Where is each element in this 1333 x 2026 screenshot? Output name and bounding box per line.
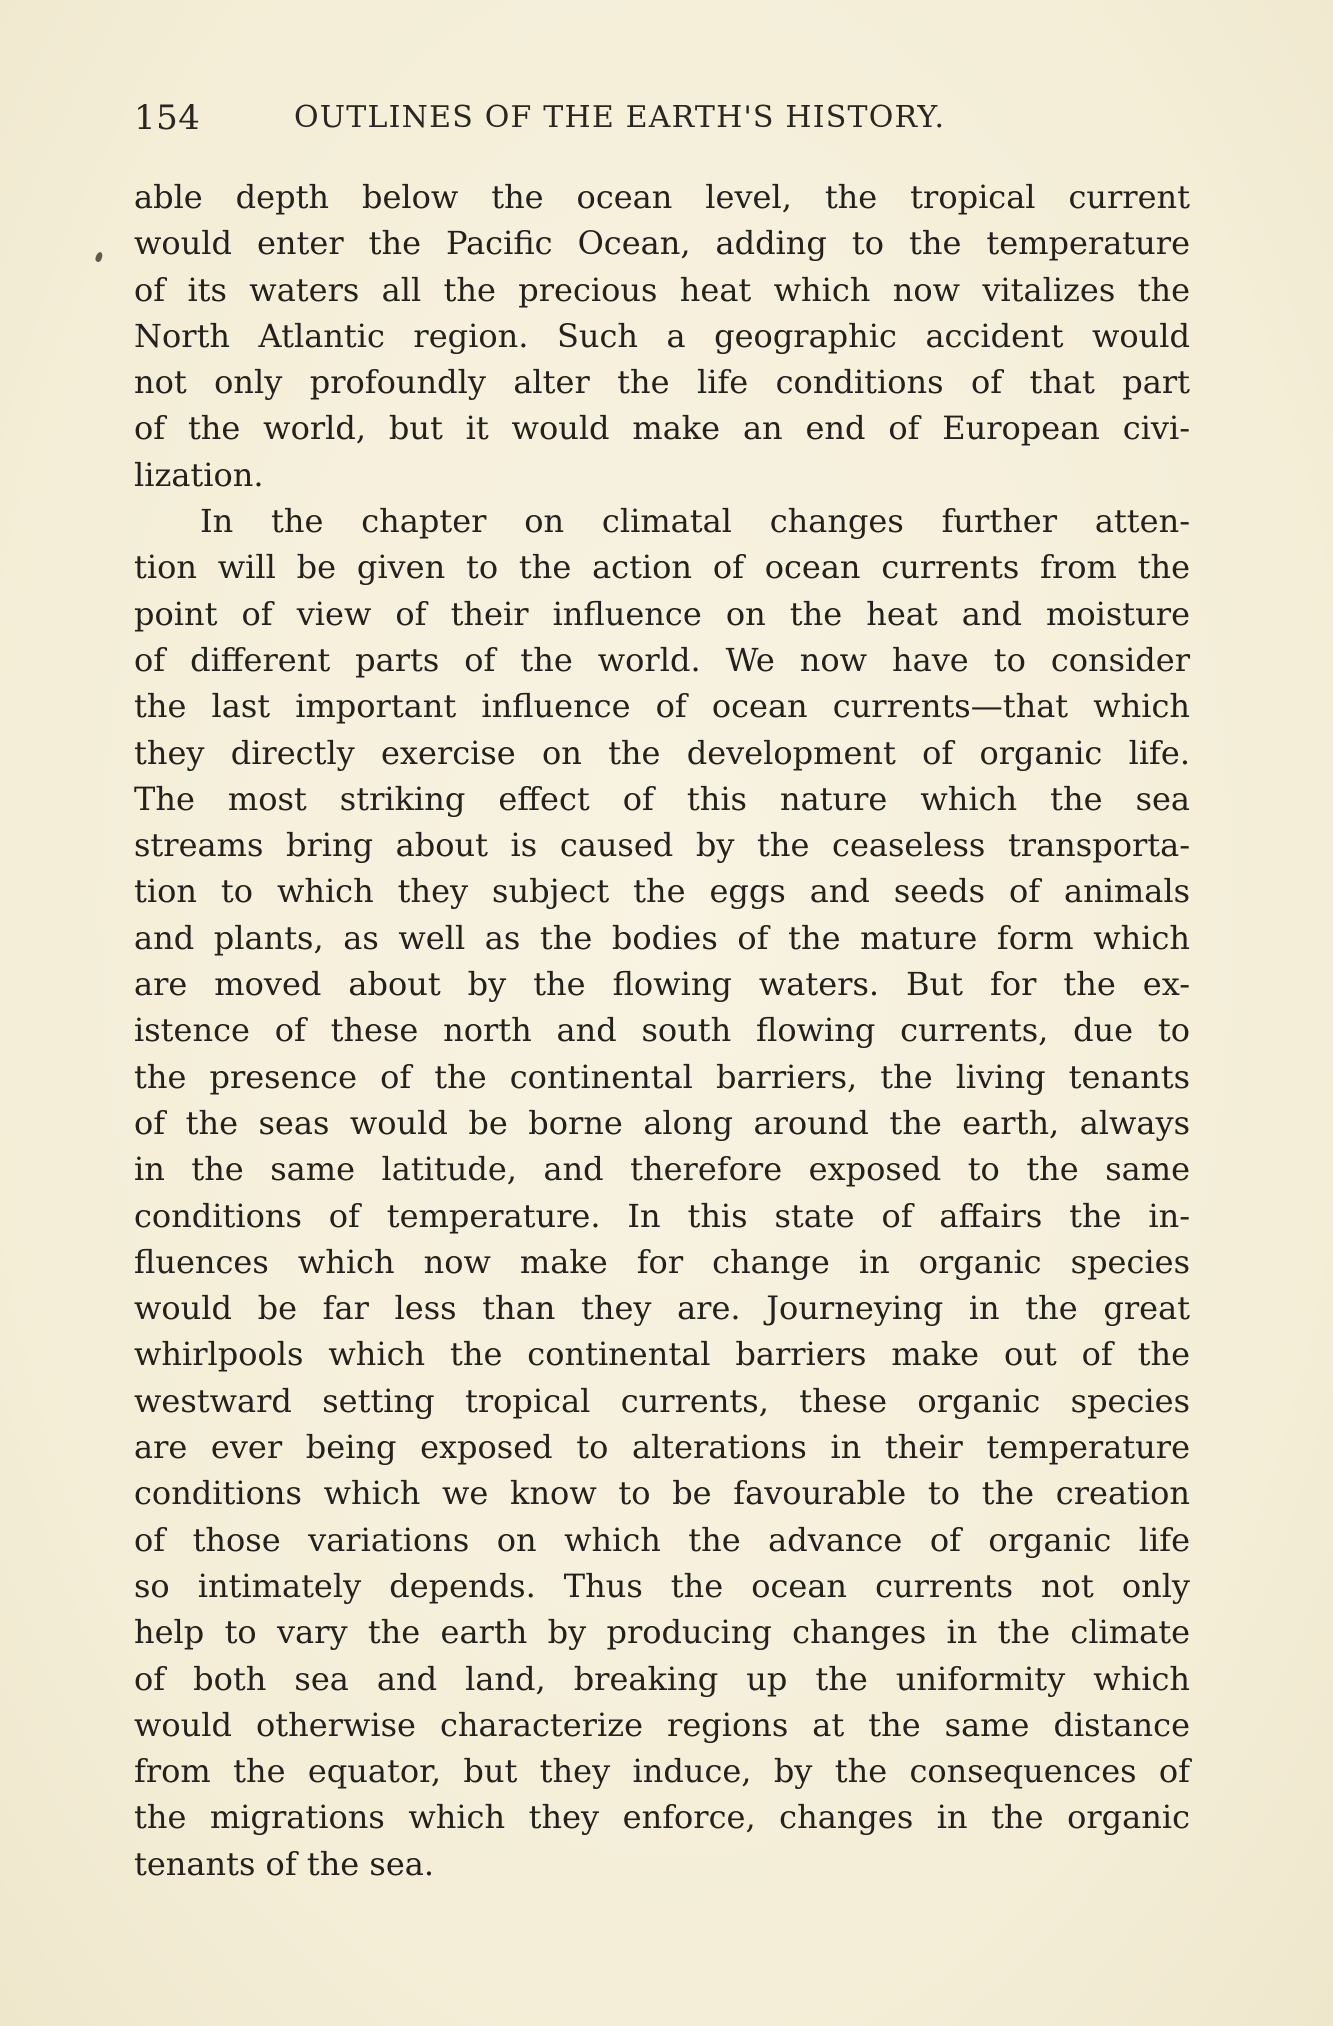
text-line: of both sea and land, breaking up the uniformity which — [134, 1659, 1190, 1698]
text-line: tion to which they subject the eggs and seeds of animals — [134, 872, 1190, 911]
page-header — [134, 96, 1194, 146]
text-line: The most striking effect of this nature which the sea — [134, 779, 1190, 818]
text-line: are ever being exposed to alterations in their temperature — [134, 1428, 1190, 1467]
text-line: the migrations which they enforce, changes in the organic — [134, 1798, 1190, 1837]
text-line: in the same latitude, and therefore exposed to the same — [134, 1150, 1190, 1189]
text-line: lization. — [134, 455, 264, 494]
text-line: are moved about by the flowing waters. But for the ex- — [134, 965, 1190, 1004]
text-line: westward setting tropical currents, these organic species — [134, 1381, 1190, 1420]
paragraph-2 — [134, 498, 1190, 1887]
text-line: tion will be given to the action of ocean currents from the — [134, 548, 1190, 587]
text-line: of the world, but it would make an end of European civi- — [134, 409, 1190, 448]
text-line: would enter the Pacific Ocean, adding to the temperature — [134, 224, 1190, 263]
paragraph-1 — [134, 174, 1190, 498]
text-line: fluences which now make for change in organic species — [134, 1242, 1190, 1281]
text-line: able depth below the ocean level, the tropical current — [134, 178, 1190, 216]
text-line: the presence of the continental barriers, the living tenants — [134, 1057, 1190, 1096]
text-line: whirlpools which the continental barriers make out of the — [134, 1335, 1190, 1374]
text-line: istence of these north and south flowing currents, due to — [134, 1011, 1190, 1050]
page-number: 154 — [134, 98, 201, 138]
body-text — [134, 174, 1190, 1887]
text-line: help to vary the earth by producing changes in the climate — [134, 1613, 1190, 1652]
text-line: not only profoundly alter the life conditions of that part — [134, 363, 1190, 402]
text-line: North Atlantic region. Such a geographic accident would — [134, 316, 1190, 355]
running-title: OUTLINES OF THE EARTH'S HISTORY. — [294, 100, 946, 135]
text-line: and plants, as well as the bodies of the mature form which — [134, 918, 1190, 957]
text-line: of different parts of the world. We now have to consider — [134, 640, 1190, 679]
text-line: conditions of temperature. In this state of affairs the in- — [134, 1196, 1190, 1235]
text-line: they directly exercise on the development of organic life. — [134, 733, 1190, 772]
ink-speck-icon — [94, 251, 103, 262]
text-line: In the chapter on climatal changes further atten- — [200, 502, 1190, 541]
text-line: tenants of the sea. — [134, 1844, 435, 1883]
text-line: from the equator, but they induce, by the consequences of — [134, 1752, 1190, 1791]
text-line: would be far less than they are. Journeying in the great — [134, 1289, 1190, 1328]
text-line: point of view of their influence on the heat and moisture — [134, 594, 1190, 633]
text-line: conditions which we know to be favourable to the creation — [134, 1474, 1190, 1513]
text-line: of its waters all the precious heat which now vitalizes the — [134, 270, 1190, 309]
text-line: of the seas would be borne along around the earth, always — [134, 1103, 1190, 1142]
text-line: streams bring about is caused by the ceaseless transporta- — [134, 826, 1190, 865]
text-line: would otherwise characterize regions at the same distance — [134, 1705, 1190, 1744]
text-line: the last important influence of ocean currents—that which — [134, 687, 1190, 726]
text-line: of those variations on which the advance of organic life — [134, 1520, 1190, 1559]
text-line: so intimately depends. Thus the ocean currents not only — [134, 1566, 1190, 1605]
